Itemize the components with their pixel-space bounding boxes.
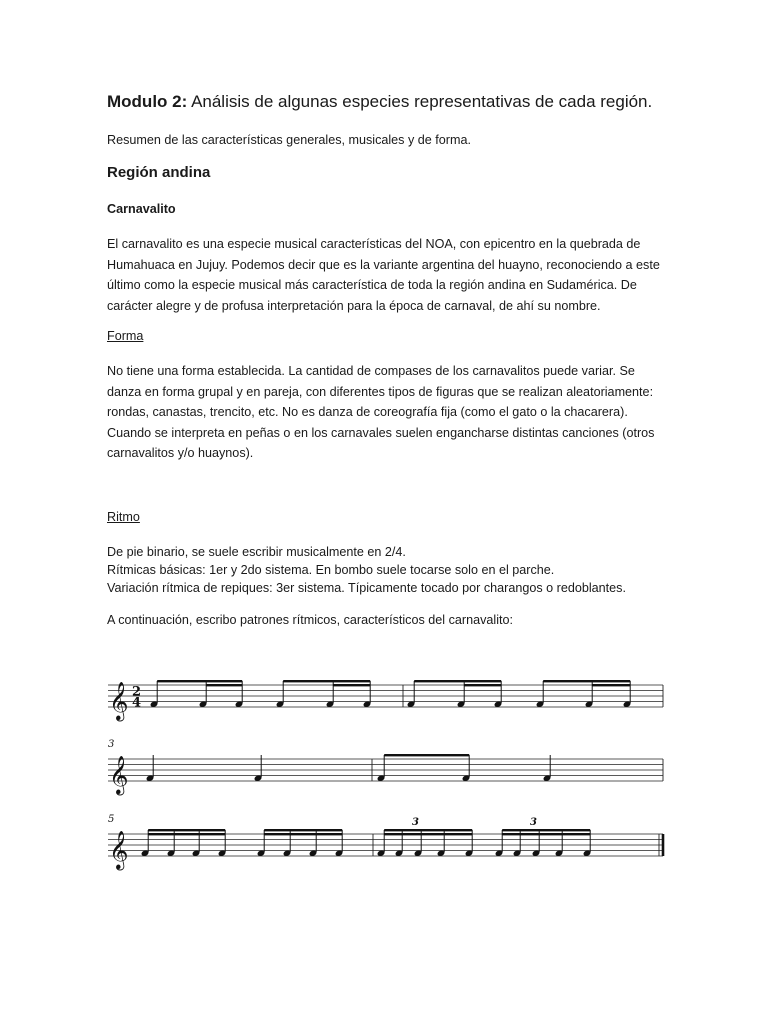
- region-heading: Región andina: [107, 164, 211, 181]
- section-heading: Carnavalito: [107, 202, 176, 216]
- beam: [592, 684, 630, 686]
- beam: [157, 680, 242, 682]
- beam: [384, 833, 472, 835]
- beam: [502, 829, 590, 831]
- measure-number: 3: [108, 739, 115, 750]
- ritmo-line: Rítmicas básicas: 1er y 2do sistema. En bombo suele tocarse solo en el parche.: [107, 563, 555, 577]
- beam: [264, 833, 342, 835]
- beam: [206, 684, 242, 686]
- beam: [414, 680, 501, 682]
- ritmo-closing: A continuación, escribo patrones rítmicos, característicos del carnavalito:: [107, 613, 513, 627]
- tuplet-number: 3: [412, 817, 419, 828]
- forma-line: carnavalitos y/o huaynos).: [107, 446, 254, 460]
- intro-line: último como la especie musical más característica de toda la región andina en Sudamérica. De: [107, 278, 637, 292]
- beam: [502, 833, 590, 835]
- time-signature-bottom: 4: [132, 695, 142, 711]
- tuplet-number: 3: [530, 817, 537, 828]
- beam: [264, 829, 342, 831]
- time-signature-top: 2: [132, 684, 142, 700]
- beam: [333, 684, 370, 686]
- beam: [384, 754, 469, 756]
- intro-line: Humahuaca en Jujuy. Podemos decir que es la variante argentina del huayno, reconociendo a este: [107, 258, 660, 272]
- module-title-text: Análisis de algunas especies representativas de cada región.: [191, 92, 653, 111]
- forma-line: No tiene una forma establecida. La cantidad de compases de los carnavalitos puede variar. Se: [107, 364, 635, 378]
- forma-heading: Forma: [107, 329, 144, 343]
- module-label: Modulo 2:: [107, 92, 188, 111]
- treble-clef: 𝄞: [109, 681, 129, 720]
- ritmo-line: Variación rítmica de repiques: 3er sistema. Típicamente tocado por charangos o redoblantes.: [107, 581, 626, 595]
- summary-text: Resumen de las características generales, musicales y de forma.: [107, 133, 471, 147]
- forma-line: danza en forma grupal y en pareja, con diferentes tipos de figuras que se realizan aleatoriamente:: [107, 385, 654, 399]
- treble-clef: 𝄞: [109, 755, 129, 794]
- measure-number: 5: [108, 814, 115, 825]
- ritmo-heading: Ritmo: [107, 510, 140, 524]
- forma-line: Cuando se interpreta en peñas o en los carnavales suelen engancharse distintas canciones (otros: [107, 426, 655, 440]
- forma-line: rondas, canastas, trencito, etc. No es danza de coreografía fija (como el gato o la chacarera).: [107, 405, 628, 419]
- beam: [543, 680, 630, 682]
- beam: [464, 684, 501, 686]
- beam: [384, 829, 472, 831]
- intro-line: El carnavalito es una especie musical características del NOA, con epicentro en la quebrada de: [107, 237, 641, 251]
- ritmo-line: De pie binario, se suele escribir musicalmente en 2/4.: [107, 545, 406, 559]
- beam: [283, 680, 370, 682]
- intro-line: carácter alegre y de profusa interpretación para la época de carnaval, de ahí su nombre.: [107, 299, 601, 313]
- treble-clef: 𝄞: [109, 830, 129, 869]
- beam: [148, 829, 225, 831]
- beam: [148, 833, 225, 835]
